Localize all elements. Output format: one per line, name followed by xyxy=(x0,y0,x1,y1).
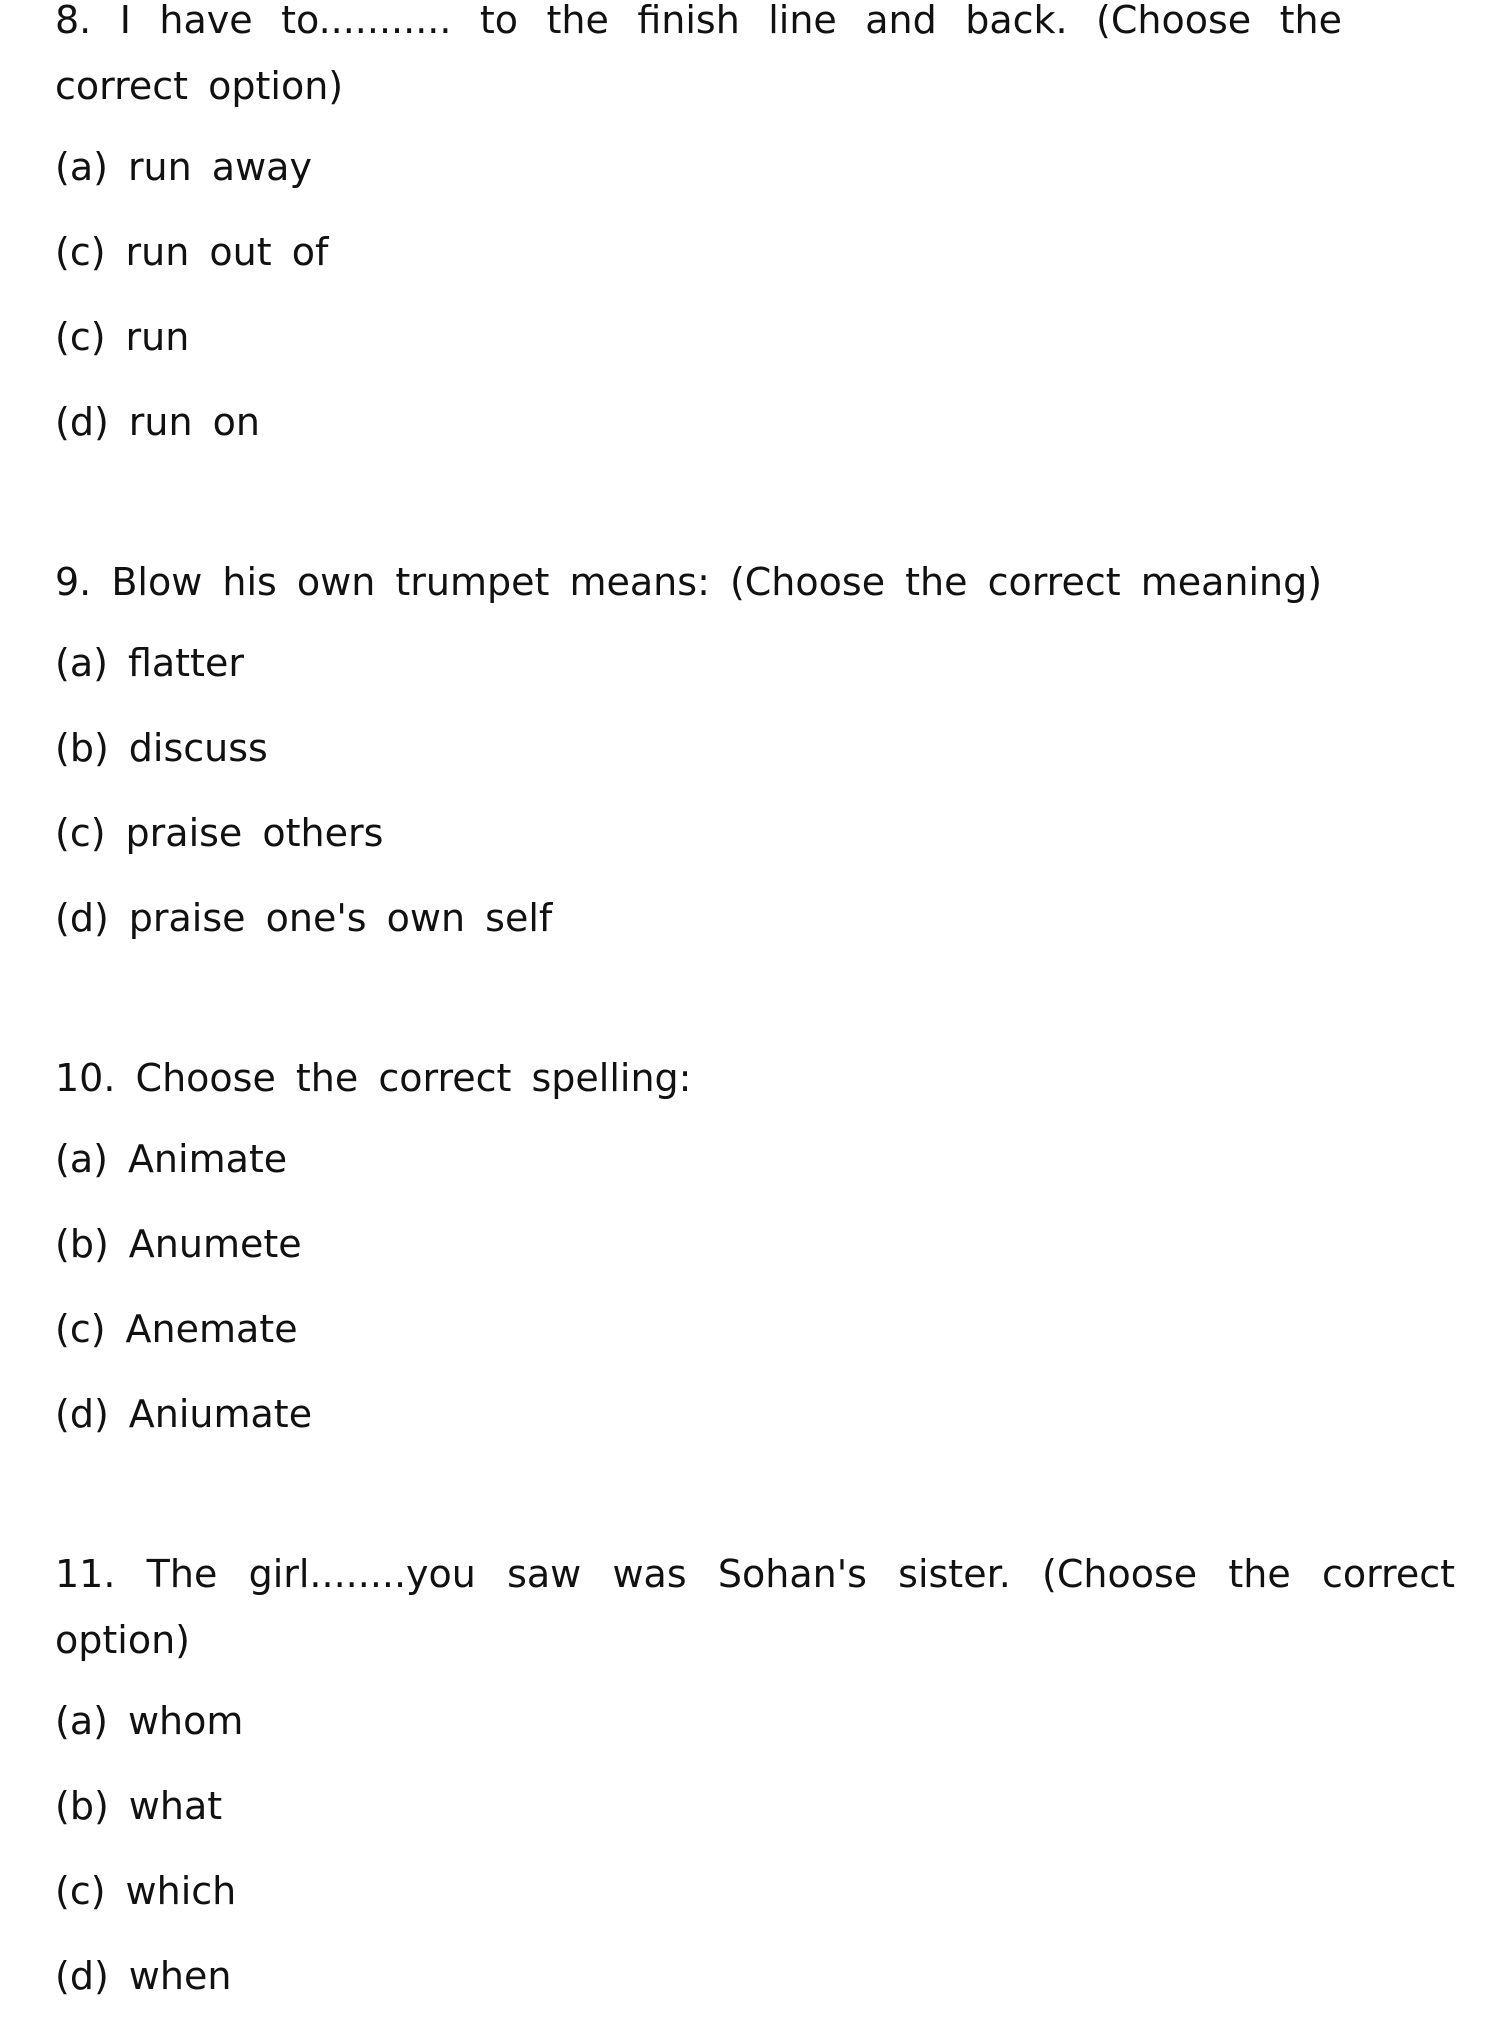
question-number: 11. xyxy=(55,1552,116,1596)
question-10 xyxy=(55,1045,1455,1457)
option-label: (c) xyxy=(55,1869,106,1913)
options-list xyxy=(55,125,1455,465)
option-text: run on xyxy=(128,400,260,444)
option-text: run away xyxy=(127,145,312,189)
option-label: (a) xyxy=(55,1137,108,1181)
option-label: (c) xyxy=(55,230,106,274)
option-b xyxy=(55,1764,1455,1849)
option-a xyxy=(55,125,1455,210)
option-label: (a) xyxy=(55,1699,108,1743)
options-list xyxy=(55,1679,1455,2019)
option-text: whom xyxy=(127,1699,244,1743)
question-number: 8. xyxy=(55,0,92,42)
option-label: (d) xyxy=(55,1392,109,1436)
option-a xyxy=(55,621,1455,706)
options-list xyxy=(55,621,1455,961)
option-d xyxy=(55,1934,1455,2019)
option-text: Anumete xyxy=(128,1222,302,1266)
option-a xyxy=(55,1679,1455,1764)
option-text: discuss xyxy=(128,726,268,770)
option-label: (d) xyxy=(55,400,109,444)
option-c xyxy=(55,295,1455,380)
option-b xyxy=(55,1202,1455,1287)
question-11 xyxy=(55,1541,1455,2019)
question-text xyxy=(55,549,1455,615)
option-text: Anemate xyxy=(125,1307,298,1351)
question-text xyxy=(55,1541,1455,1673)
option-text: when xyxy=(128,1954,232,1998)
question-text xyxy=(55,0,1342,119)
option-label: (a) xyxy=(55,641,108,685)
question-prompt: Choose the correct spelling: xyxy=(135,1056,692,1100)
option-b xyxy=(55,706,1455,791)
options-list xyxy=(55,1117,1455,1457)
question-9 xyxy=(55,549,1455,961)
option-c xyxy=(55,210,1455,295)
option-text: run out of xyxy=(125,230,329,274)
option-label: (a) xyxy=(55,145,108,189)
option-text: run xyxy=(125,315,190,359)
option-a xyxy=(55,1117,1455,1202)
option-label: (b) xyxy=(55,726,109,770)
option-text: Animate xyxy=(127,1137,288,1181)
question-prompt: Blow his own trumpet means: (Choose the correct meaning) xyxy=(111,560,1323,604)
worksheet-page xyxy=(55,0,1455,2019)
option-d xyxy=(55,380,1455,465)
option-text: what xyxy=(128,1784,223,1828)
question-text xyxy=(55,1045,1455,1111)
option-label: (b) xyxy=(55,1784,109,1828)
option-c xyxy=(55,791,1455,876)
option-text: flatter xyxy=(127,641,244,685)
option-text: praise one's own self xyxy=(128,896,553,940)
option-label: (d) xyxy=(55,1954,109,1998)
option-d xyxy=(55,876,1455,961)
question-number: 10. xyxy=(55,1056,116,1100)
option-text: which xyxy=(125,1869,237,1913)
option-label: (c) xyxy=(55,315,106,359)
option-d xyxy=(55,1372,1455,1457)
option-label: (d) xyxy=(55,896,109,940)
option-label: (c) xyxy=(55,811,106,855)
question-prompt: I have to........... to the finish line and back. (Choose the correct option) xyxy=(55,0,1342,108)
option-c xyxy=(55,1287,1455,1372)
option-label: (c) xyxy=(55,1307,106,1351)
question-number: 9. xyxy=(55,560,92,604)
option-c xyxy=(55,1849,1455,1934)
question-8 xyxy=(55,0,1455,465)
option-text: Aniumate xyxy=(128,1392,313,1436)
option-label: (b) xyxy=(55,1222,109,1266)
question-prompt: The girl........you saw was Sohan's sister. (Choose the correct option) xyxy=(55,1552,1455,1662)
option-text: praise others xyxy=(125,811,384,855)
